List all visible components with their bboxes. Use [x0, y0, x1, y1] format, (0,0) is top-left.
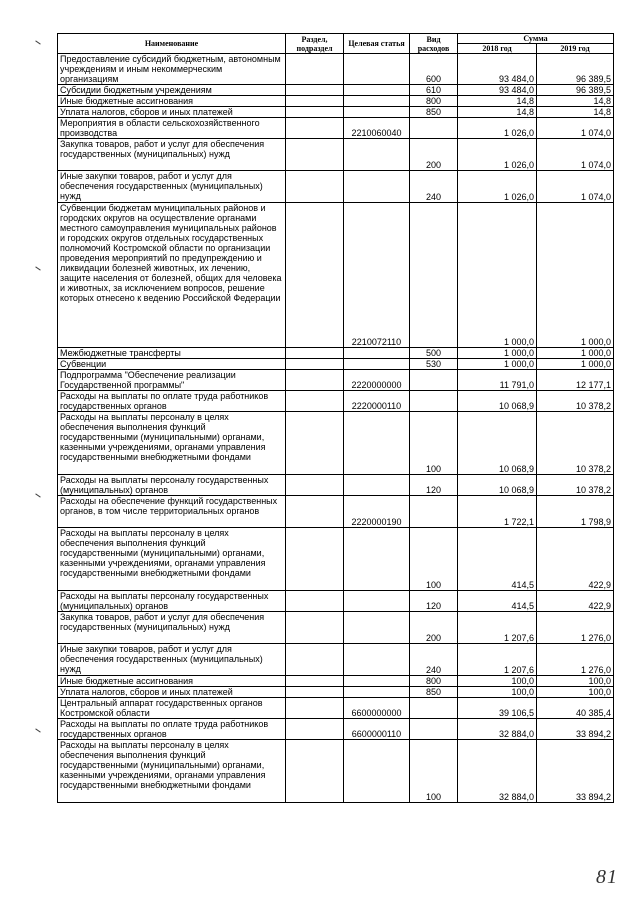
- cell-2019: 100,0: [537, 676, 614, 687]
- cell-type: [410, 698, 458, 719]
- table-row: [58, 687, 614, 698]
- cell-section: [286, 370, 344, 391]
- cell-type: 100: [410, 528, 458, 591]
- cell-2019: 40 385,4: [537, 698, 614, 719]
- header-year-2018: 2018 год: [458, 44, 537, 54]
- cell-target: [344, 475, 410, 496]
- cell-target: [344, 740, 410, 803]
- cell-section: [286, 54, 344, 85]
- cell-name: Расходы на выплаты персоналу государственных (муниципальных) органов: [58, 475, 286, 496]
- cell-target: 2210072110: [344, 203, 410, 348]
- cell-target: [344, 412, 410, 475]
- table-row: [58, 644, 614, 676]
- table-row: [58, 698, 614, 719]
- cell-name: Иные бюджетные ассигнования: [58, 676, 286, 687]
- cell-section: [286, 612, 344, 644]
- cell-2019: 33 894,2: [537, 740, 614, 803]
- table-row: [58, 528, 614, 591]
- cell-type: 120: [410, 591, 458, 612]
- cell-name: Мероприятия в области сельскохозяйственного производства: [58, 118, 286, 139]
- cell-2018: 1 026,0: [458, 171, 537, 203]
- table-row: [58, 370, 614, 391]
- cell-type: [410, 203, 458, 348]
- cell-2019: 1 074,0: [537, 139, 614, 171]
- cell-2018: 1 000,0: [458, 348, 537, 359]
- cell-name: Закупка товаров, работ и услуг для обеспечения государственных (муниципальных) нужд: [58, 612, 286, 644]
- cell-name: Уплата налогов, сборов и иных платежей: [58, 107, 286, 118]
- cell-2019: 1 276,0: [537, 612, 614, 644]
- cell-name: Расходы на выплаты персоналу в целях обеспечения выполнения функций государственными (муниципальными) органами, казенными учреждениями, органами управления государственными внебюджетными фондами: [58, 412, 286, 475]
- header-sum: Сумма: [458, 34, 614, 44]
- cell-section: [286, 359, 344, 370]
- cell-section: [286, 528, 344, 591]
- cell-target: [344, 107, 410, 118]
- cell-2018: 414,5: [458, 591, 537, 612]
- table-row: [58, 85, 614, 96]
- cell-target: 2220000190: [344, 496, 410, 528]
- cell-2019: 1 000,0: [537, 203, 614, 348]
- cell-name: Субвенции: [58, 359, 286, 370]
- margin-mark: [35, 728, 40, 732]
- cell-2018: 32 884,0: [458, 740, 537, 803]
- cell-section: [286, 85, 344, 96]
- header-section: Раздел, подраздел: [286, 34, 344, 54]
- cell-name: Межбюджетные трансферты: [58, 348, 286, 359]
- table-body: [58, 54, 614, 803]
- cell-2019: 1 000,0: [537, 348, 614, 359]
- table-row: [58, 96, 614, 107]
- table-row: [58, 171, 614, 203]
- cell-section: [286, 96, 344, 107]
- cell-section: [286, 107, 344, 118]
- cell-2018: 1 000,0: [458, 203, 537, 348]
- table-row: [58, 54, 614, 85]
- table-row: [58, 139, 614, 171]
- cell-2018: 1 207,6: [458, 644, 537, 676]
- cell-name: Предоставление субсидий бюджетным, автономным учреждениям и иным некоммерческим организациям: [58, 54, 286, 85]
- cell-section: [286, 591, 344, 612]
- cell-2018: 10 068,9: [458, 475, 537, 496]
- header-name: Наименование: [58, 34, 286, 54]
- cell-section: [286, 412, 344, 475]
- cell-2018: 10 068,9: [458, 412, 537, 475]
- cell-2019: 96 389,5: [537, 54, 614, 85]
- cell-name: Подпрограмма "Обеспечение реализации Государственной программы": [58, 370, 286, 391]
- table-row: [58, 475, 614, 496]
- cell-target: [344, 348, 410, 359]
- cell-target: [344, 644, 410, 676]
- cell-2019: 14,8: [537, 107, 614, 118]
- cell-2018: 1 000,0: [458, 359, 537, 370]
- cell-2018: 14,8: [458, 107, 537, 118]
- cell-2018: 1 722,1: [458, 496, 537, 528]
- cell-name: Расходы на обеспечение функций государственных органов, в том числе территориальных органов: [58, 496, 286, 528]
- margin-mark: [35, 40, 40, 44]
- cell-2019: 1 000,0: [537, 359, 614, 370]
- cell-section: [286, 644, 344, 676]
- cell-type: 530: [410, 359, 458, 370]
- cell-name: Расходы на выплаты персоналу в целях обеспечения выполнения функций государственными (муниципальными) органами, казенными учреждениями, органами управления государственными внебюджетными фондами: [58, 528, 286, 591]
- margin-mark: [35, 493, 40, 497]
- cell-2018: 100,0: [458, 687, 537, 698]
- cell-target: 6600000000: [344, 698, 410, 719]
- cell-2019: 10 378,2: [537, 412, 614, 475]
- table-row: [58, 348, 614, 359]
- margin-mark: [35, 266, 40, 270]
- cell-type: 500: [410, 348, 458, 359]
- cell-2019: 1 276,0: [537, 644, 614, 676]
- cell-2018: 32 884,0: [458, 719, 537, 740]
- table-row: [58, 496, 614, 528]
- cell-type: [410, 118, 458, 139]
- cell-section: [286, 719, 344, 740]
- cell-name: Иные закупки товаров, работ и услуг для обеспечения государственных (муниципальных) нужд: [58, 644, 286, 676]
- cell-target: [344, 359, 410, 370]
- cell-target: 6600000110: [344, 719, 410, 740]
- cell-2018: 100,0: [458, 676, 537, 687]
- cell-2018: 10 068,9: [458, 391, 537, 412]
- cell-section: [286, 740, 344, 803]
- cell-target: [344, 96, 410, 107]
- cell-2018: 1 207,6: [458, 612, 537, 644]
- cell-section: [286, 475, 344, 496]
- header-target: Целевая статья: [344, 34, 410, 54]
- cell-target: 2220000110: [344, 391, 410, 412]
- cell-type: 240: [410, 644, 458, 676]
- table-row: [58, 203, 614, 348]
- cell-type: 800: [410, 96, 458, 107]
- cell-2019: 10 378,2: [537, 475, 614, 496]
- table-row: [58, 107, 614, 118]
- cell-target: 2210060040: [344, 118, 410, 139]
- cell-2018: 1 026,0: [458, 118, 537, 139]
- table-header: [58, 34, 614, 54]
- cell-section: [286, 139, 344, 171]
- cell-type: 100: [410, 740, 458, 803]
- cell-section: [286, 698, 344, 719]
- cell-target: [344, 687, 410, 698]
- cell-name: Расходы на выплаты по оплате труда работников государственных органов: [58, 719, 286, 740]
- cell-2019: 14,8: [537, 96, 614, 107]
- table-row: [58, 612, 614, 644]
- cell-name: Уплата налогов, сборов и иных платежей: [58, 687, 286, 698]
- cell-section: [286, 203, 344, 348]
- header-year-2019: 2019 год: [537, 44, 614, 54]
- cell-2019: 1 074,0: [537, 118, 614, 139]
- cell-2019: 96 389,5: [537, 85, 614, 96]
- cell-section: [286, 687, 344, 698]
- cell-2018: 414,5: [458, 528, 537, 591]
- cell-section: [286, 118, 344, 139]
- cell-target: 2220000000: [344, 370, 410, 391]
- cell-2019: 1 074,0: [537, 171, 614, 203]
- cell-name: Закупка товаров, работ и услуг для обеспечения государственных (муниципальных) нужд: [58, 139, 286, 171]
- cell-2018: 14,8: [458, 96, 537, 107]
- header-type: Вид расходов: [410, 34, 458, 54]
- cell-type: 120: [410, 475, 458, 496]
- table-row: [58, 740, 614, 803]
- table-row: [58, 118, 614, 139]
- cell-name: Расходы на выплаты по оплате труда работников государственных органов: [58, 391, 286, 412]
- cell-target: [344, 139, 410, 171]
- cell-target: [344, 54, 410, 85]
- table-row: [58, 591, 614, 612]
- cell-2018: 1 026,0: [458, 139, 537, 171]
- cell-type: [410, 719, 458, 740]
- cell-2019: 1 798,9: [537, 496, 614, 528]
- cell-type: 200: [410, 139, 458, 171]
- cell-target: [344, 676, 410, 687]
- cell-type: [410, 370, 458, 391]
- table-row: [58, 359, 614, 370]
- cell-2019: 100,0: [537, 687, 614, 698]
- cell-2019: 422,9: [537, 591, 614, 612]
- cell-type: 600: [410, 54, 458, 85]
- cell-name: Расходы на выплаты персоналу государственных (муниципальных) органов: [58, 591, 286, 612]
- cell-target: [344, 612, 410, 644]
- table-row: [58, 719, 614, 740]
- cell-2018: 39 106,5: [458, 698, 537, 719]
- cell-target: [344, 171, 410, 203]
- cell-target: [344, 528, 410, 591]
- cell-type: 240: [410, 171, 458, 203]
- cell-target: [344, 85, 410, 96]
- cell-2018: 11 791,0: [458, 370, 537, 391]
- table-row: [58, 391, 614, 412]
- cell-type: 200: [410, 612, 458, 644]
- cell-type: 610: [410, 85, 458, 96]
- budget-table: [57, 33, 614, 803]
- cell-type: 850: [410, 687, 458, 698]
- table-row: [58, 412, 614, 475]
- cell-section: [286, 676, 344, 687]
- cell-2018: 93 484,0: [458, 54, 537, 85]
- cell-section: [286, 171, 344, 203]
- cell-2018: 93 484,0: [458, 85, 537, 96]
- cell-type: 850: [410, 107, 458, 118]
- cell-name: Субвенции бюджетам муниципальных районов и городских округов на осуществление органами местного самоуправления муниципальных районов и городских округов отдельных государственных полномочий Костромской области по организации проведения мероприятий по предупреждению и ликвидации болезней животных, их лечению, защите населения от болезней, общих для человека и животных, за исключением вопросов, решение которых отнесено к ведению Российской Федерации: [58, 203, 286, 348]
- cell-2019: 10 378,2: [537, 391, 614, 412]
- cell-type: [410, 391, 458, 412]
- cell-name: Иные бюджетные ассигнования: [58, 96, 286, 107]
- cell-type: [410, 496, 458, 528]
- cell-2019: 33 894,2: [537, 719, 614, 740]
- cell-name: Иные закупки товаров, работ и услуг для обеспечения государственных (муниципальных) нужд: [58, 171, 286, 203]
- cell-name: Расходы на выплаты персоналу в целях обеспечения выполнения функций государственными (муниципальными) органами, казенными учреждениями, органами управления государственными внебюджетными фондами: [58, 740, 286, 803]
- cell-name: Центральный аппарат государственных органов Костромской области: [58, 698, 286, 719]
- cell-section: [286, 496, 344, 528]
- cell-type: 100: [410, 412, 458, 475]
- cell-2019: 422,9: [537, 528, 614, 591]
- table-row: [58, 676, 614, 687]
- cell-section: [286, 348, 344, 359]
- cell-2019: 12 177,1: [537, 370, 614, 391]
- cell-type: 800: [410, 676, 458, 687]
- cell-name: Субсидии бюджетным учреждениям: [58, 85, 286, 96]
- cell-section: [286, 391, 344, 412]
- page-number: 81: [596, 866, 618, 888]
- cell-target: [344, 591, 410, 612]
